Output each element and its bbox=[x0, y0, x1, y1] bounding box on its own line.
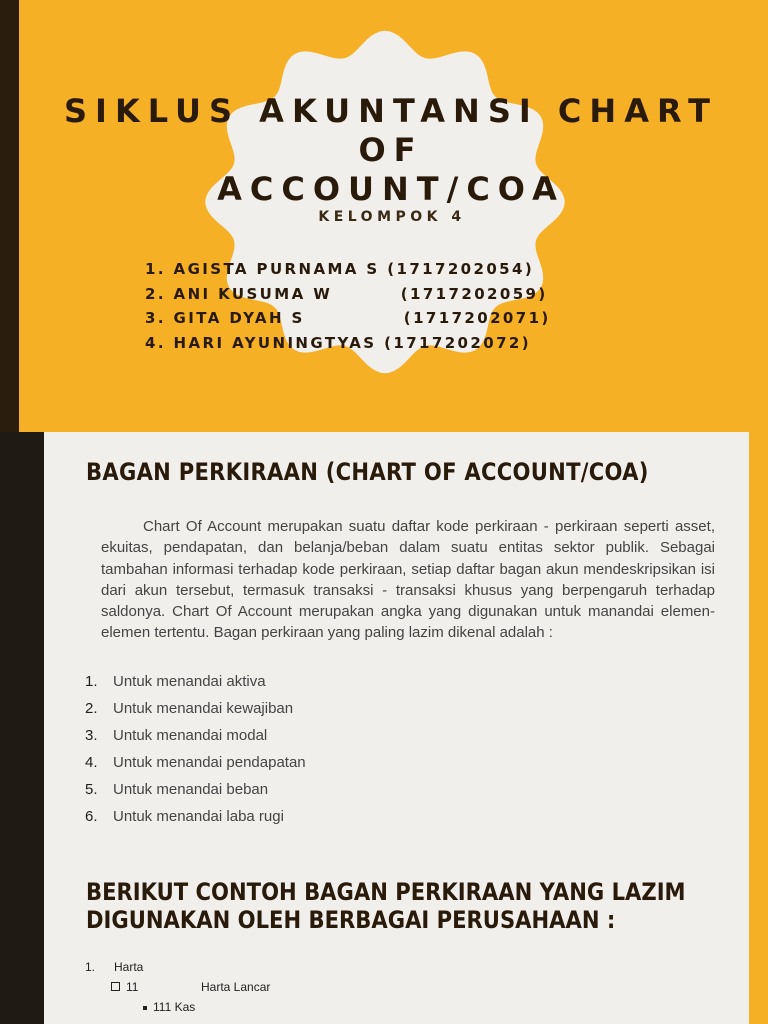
list-number: 5. bbox=[85, 781, 98, 798]
list-text: Untuk menandai kewajiban bbox=[113, 700, 294, 717]
list-number: 3. bbox=[85, 727, 98, 744]
purpose-list bbox=[85, 668, 306, 830]
group-subtitle: KELOMPOK 4 bbox=[318, 209, 466, 225]
list-text: Untuk menandai laba rugi bbox=[113, 808, 284, 825]
list-text: Untuk menandai modal bbox=[113, 727, 268, 744]
slide-title-line-2: ACCOUNT/COA bbox=[217, 170, 565, 208]
list-number: 6. bbox=[85, 808, 98, 825]
section-heading-line-2: DIGUNAKAN OLEH BERBAGAI PERUSAHAAN : bbox=[86, 906, 616, 934]
list-item bbox=[85, 776, 306, 803]
list-text: Untuk menandai beban bbox=[113, 781, 269, 798]
list-text: Untuk menandai pendapatan bbox=[113, 754, 306, 771]
member-item: 1. AGISTA PURNAMA S (1717202054) bbox=[145, 260, 535, 278]
list-text: Untuk menandai aktiva bbox=[113, 673, 266, 690]
square-bullet-icon bbox=[143, 1006, 147, 1010]
list-item bbox=[85, 668, 306, 695]
section-heading: BAGAN PERKIRAAN (CHART OF ACCOUNT/COA) bbox=[86, 458, 649, 486]
right-accent-strip bbox=[749, 432, 768, 866]
member-list bbox=[145, 257, 551, 355]
section-heading bbox=[86, 878, 737, 934]
account-label: 111 Kas bbox=[153, 1000, 196, 1014]
title-slide bbox=[0, 0, 768, 432]
list-number: 4. bbox=[85, 754, 98, 771]
slide-title bbox=[60, 92, 722, 209]
definition-paragraph: Chart Of Account merupakan suatu daftar kode perkiraan - perkiraan seperti asset, ekuitas, pendapatan, dan belanja/beban dalam suatu entitas sektor publik. Sebagai tambahan informasi terhadap kode perkiraan, setiap daftar bagan akun mendeskripsikan isi dari akun tersebut, termasuk transaksi - transaksi khusus yang berpengaruh terhadap saldonya. Chart Of Account merupakan angka yang digunakan untuk manandai elemen-elemen tertentu. Bagan perkiraan yang paling lazim dikenal adalah : bbox=[101, 518, 715, 642]
right-accent-strip bbox=[749, 866, 768, 1024]
member-item: 2. ANI KUSUMA W (1717202059) bbox=[145, 284, 548, 303]
member-item: 3. GITA DYAH S (1717202071) bbox=[145, 309, 551, 327]
account-label: Harta Lancar bbox=[201, 980, 271, 994]
outline-item-level-2 bbox=[111, 980, 271, 994]
example-slide bbox=[0, 866, 768, 1024]
outline-number: 1. bbox=[85, 960, 96, 974]
list-number: 2. bbox=[85, 700, 98, 717]
checkbox-bullet-icon bbox=[111, 982, 120, 991]
list-item bbox=[85, 749, 306, 776]
section-heading-line-1: BERIKUT CONTOH BAGAN PERKIRAAN YANG LAZIM bbox=[86, 878, 686, 906]
outline-item-level-1 bbox=[85, 960, 144, 974]
account-code: 11 bbox=[126, 980, 139, 994]
outline-label: Harta bbox=[114, 960, 144, 974]
list-item bbox=[85, 803, 306, 830]
definition-slide bbox=[0, 432, 768, 866]
list-item bbox=[85, 722, 306, 749]
list-number: 1. bbox=[85, 673, 98, 690]
list-item bbox=[85, 695, 306, 722]
member-item: 4. HARI AYUNINGTYAS (1717202072) bbox=[145, 333, 531, 352]
outline-item-level-3 bbox=[143, 1000, 195, 1014]
slide-title-line-1: SIKLUS AKUNTANSI CHART OF bbox=[64, 92, 718, 169]
